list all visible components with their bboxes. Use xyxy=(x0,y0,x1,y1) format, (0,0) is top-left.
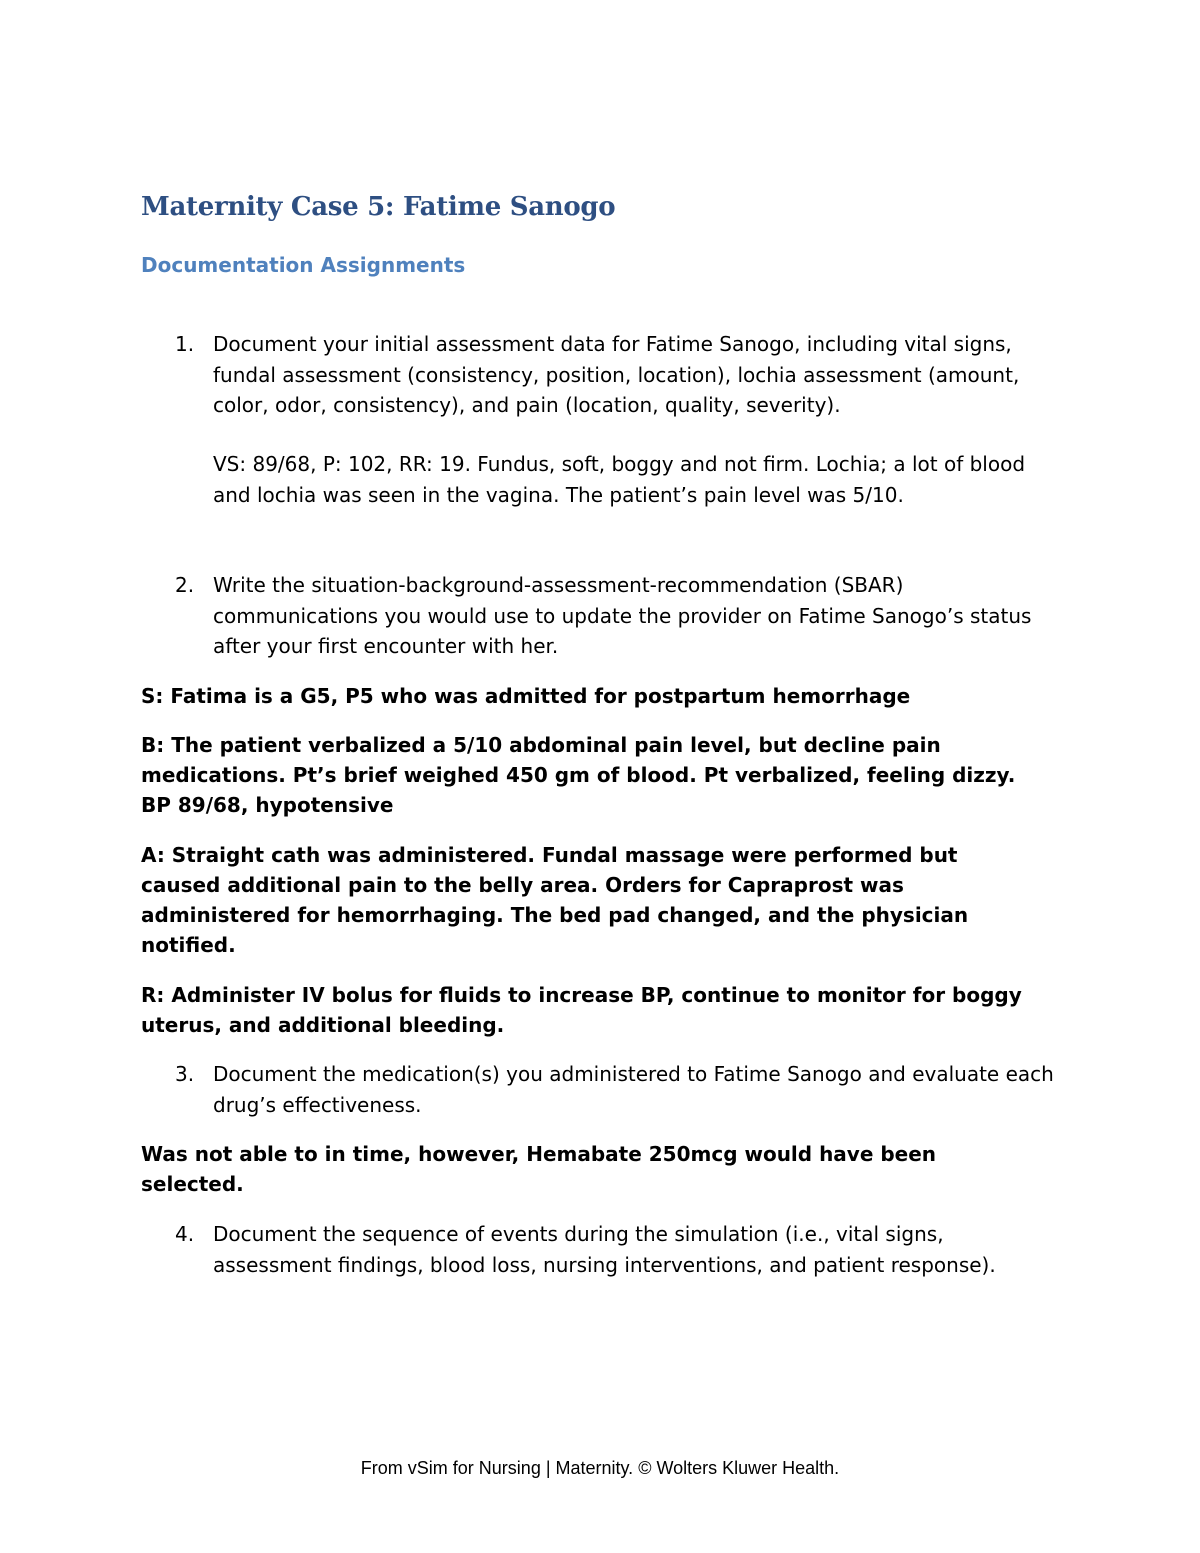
page-footer: From vSim for Nursing | Maternity. © Wolters Kluwer Health. xyxy=(360,1458,840,1478)
sbar-assessment: A: Straight cath was administered. Fundal massage were performed but caused additional pain to the belly area. Orders for Capraprost was administered for hemorrhaging. The bed pad changed, and the physician notified. xyxy=(141,843,969,957)
list-item xyxy=(141,1219,1061,1280)
item-number: 2. xyxy=(175,573,195,597)
medication-answer: Was not able to in time, however, Hemabate 250mcg would have been selected. xyxy=(141,1142,937,1196)
item-number: 4. xyxy=(175,1222,195,1246)
item-question: Document the sequence of events during the simulation (i.e., vital signs, assessment findings, blood loss, nursing interventions, and patient response). xyxy=(213,1222,996,1277)
item-answer: VS: 89/68, P: 102, RR: 19. Fundus, soft, boggy and not firm. Lochia; a lot of blood and lochia was seen in the vagina. The patient’s pain level was 5/10. xyxy=(213,452,1026,507)
list-item xyxy=(141,1059,1061,1120)
document-title: Maternity Case 5: Fatime Sanogo xyxy=(141,192,616,222)
list-item xyxy=(141,329,1061,421)
list-item xyxy=(141,570,1061,662)
document-subtitle: Documentation Assignments xyxy=(141,253,466,277)
item-number: 1. xyxy=(175,332,195,356)
sbar-recommendation: R: Administer IV bolus for fluids to increase BP, continue to monitor for boggy uterus, and additional bleeding. xyxy=(141,983,1022,1037)
sbar-situation: S: Fatima is a G5, P5 who was admitted for postpartum hemorrhage xyxy=(141,684,911,708)
item-question: Document your initial assessment data for Fatime Sanogo, including vital signs, fundal assessment (consistency, position, location), lochia assessment (amount, color, odor, consistency), and pain (location, quality, severity). xyxy=(213,332,1020,417)
item-number: 3. xyxy=(175,1062,195,1086)
sbar-background: B: The patient verbalized a 5/10 abdominal pain level, but decline pain medications. Pt’s brief weighed 450 gm of blood. Pt verbalized, feeling dizzy. BP 89/68, hypotensive xyxy=(141,733,1016,817)
item-question: Write the situation-background-assessment-recommendation (SBAR) communications you would use to update the provider on Fatime Sanogo’s status after your first encounter with her. xyxy=(213,573,1032,658)
item-question: Document the medication(s) you administered to Fatime Sanogo and evaluate each drug’s effectiveness. xyxy=(213,1062,1054,1117)
